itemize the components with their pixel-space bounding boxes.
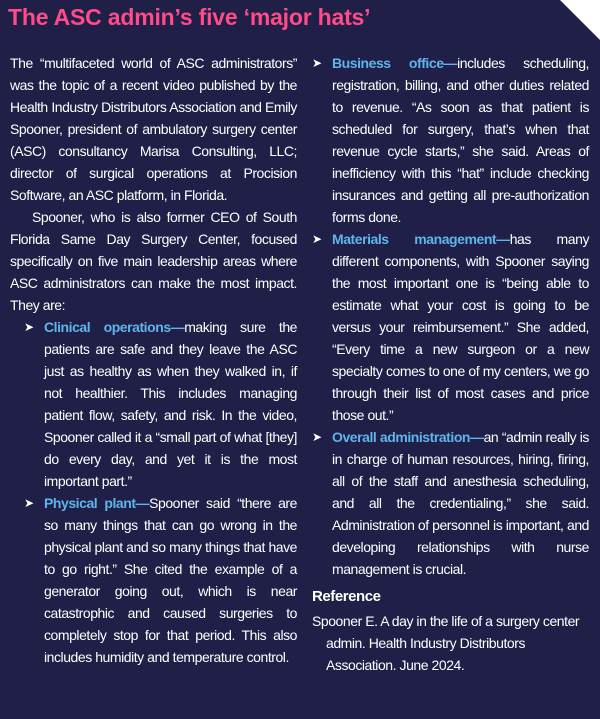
- arrow-bullet-icon: ➤: [312, 232, 322, 246]
- item-term: Materials management—: [332, 231, 510, 247]
- item-term: Physical plant—: [44, 495, 150, 511]
- intro-paragraph-1: The “multifaceted world of ASC administrators” was the topic of a recent video published by the Health Industry Distributors Association and Emily Spooner, president of ambulatory surgery center (ASC) consultancy Marisa Consulting, LLC; director of surgical operations at Procision Software, an ASC platform, in Florida.: [10, 55, 297, 203]
- item-text: includes scheduling, registration, billing, and other duties related to revenue. “As soon as that patient is scheduled for surgery, that’s when that revenue cycle starts,” she said. Areas of inefficiency with this “hat” include checking insurances and getting all pre-authorization forms done.: [332, 55, 589, 225]
- intro-paragraph-2: Spooner, who is also former CEO of South Florida Same Day Surgery Center, focused specifically on five main leadership areas where ASC administrators can make the most impact. They are:: [10, 209, 297, 313]
- corner-fold: [560, 0, 600, 40]
- item-text: Spooner said “there are so many things that can go wrong in the physical plant and so many things that have to go right.” She cited the example of a generator going out, which is near catastrophic and caused surgeries to completely stop for that period. This also includes humidity and temperature control.: [44, 495, 297, 665]
- panel-title: The ASC admin’s five ‘major hats’: [8, 4, 371, 30]
- list-item-materials-management: [312, 228, 589, 426]
- item-text: an “admin really is in charge of human resources, hiring, firing, all of the staff and anesthesia scheduling, and all the credentialing,” she said. Administration of personnel is important, and developing relationships with nurse management is crucial.: [332, 429, 589, 577]
- left-column: [10, 52, 297, 668]
- list-item-business-office: [312, 52, 589, 228]
- item-text: making sure the patients are safe and they leave the ASC just as healthy as when they walked in, if not healthier. This includes managing patient flow, safety, and risk. In the video, Spooner called it a “small part of what [they] do every day, and yet it is the most important part.”: [44, 319, 298, 489]
- list-item-clinical-operations: [10, 316, 297, 492]
- right-column: [312, 52, 589, 676]
- item-text: has many different components, with Spooner saying the most important one is “being able to estimate what your cost is going to be versus your reimbursement.” She added, “Every time a new surgeon or a new specialty comes to one of my centers, we go through their list of most cases and price those out.”: [332, 231, 589, 423]
- item-term: Business office—: [332, 55, 458, 71]
- arrow-bullet-icon: ➤: [312, 430, 322, 444]
- arrow-bullet-icon: ➤: [312, 56, 322, 70]
- item-term: Overall administration—: [332, 429, 484, 445]
- arrow-bullet-icon: ➤: [24, 320, 34, 334]
- list-item-overall-administration: [312, 426, 589, 580]
- left-hat-list: [10, 316, 297, 668]
- reference-citation: Spooner E. A day in the life of a surgery center admin. Health Industry Distributors Association. June 2024.: [312, 613, 580, 673]
- reference-heading: Reference: [312, 588, 381, 605]
- item-term: Clinical operations—: [44, 319, 185, 335]
- list-item-physical-plant: [10, 492, 297, 668]
- arrow-bullet-icon: ➤: [24, 496, 34, 510]
- right-hat-list: [312, 52, 589, 580]
